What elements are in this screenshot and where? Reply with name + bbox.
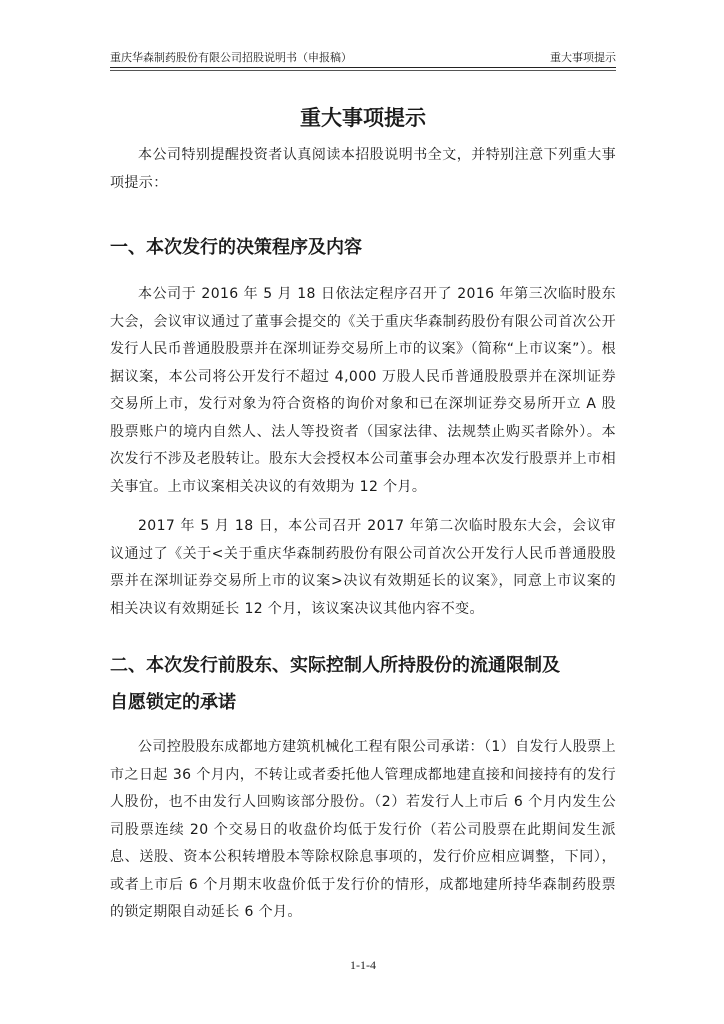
page-number: 1-1-4	[350, 958, 376, 972]
section2-heading-line2: 自愿锁定的承诺	[110, 692, 236, 713]
header-divider-thin	[110, 70, 616, 71]
header-divider	[110, 67, 616, 68]
section2-paragraph-1: 公司控股股东成都地方建筑机械化工程有限公司承诺：（1）自发行人股票上市之日起 36 个月内，不转让或者委托他人管理成都地建直接和间接持有的发行人股份，也不由发行人回购该部分股份。（2）若发行人上市后 6 个月内发生公司股票连续 20 个交易日的收盘价均低于发行价（若公司股票在此期间发生派息、送股、资本公积转增股本等除权除息事项的，发行价应相应调整，下同），或者上市后 6 个月期末收盘价低于发行价的情形，成都地建所持华森制药股票的锁定期限自动延长 6 个月。	[110, 739, 616, 920]
page-header	[110, 48, 616, 68]
header-section-title: 重大事项提示	[550, 51, 616, 64]
section1-paragraph-2: 2017 年 5 月 18 日，本公司召开 2017 年第二次临时股东大会，会议审议通过了《关于<关于重庆华森制药股份有限公司首次公开发行人民币普通股股票并在深圳证券交易所上市的议案>决议有效期延长的议案》，同意上市议案的相关决议有效期延长 12 个月，该议案决议其他内容不变。	[110, 518, 616, 617]
header-document-title: 重庆华森制药股份有限公司招股说明书（申报稿）	[110, 51, 352, 64]
section1-paragraph-1: 本公司于 2016 年 5 月 18 日依法定程序召开了 2016 年第三次临时股东大会，会议审议通过了董事会提交的《关于重庆华森制药股份有限公司首次公开发行人民币普通股股票并在深圳证券交易所上市的议案》（简称“上市议案”）。根据议案，本公司将公开发行不超过 4,000 万股人民币普通股股票并在深圳证券交易所上市，发行对象为符合资格的询价对象和已在深圳证券交易所开立 A 股股票账户的境内自然人、法人等投资者（国家法律、法规禁止购买者除外）。本次发行不涉及老股转让。股东大会授权本公司董事会办理本次发行股票并上市相关事宜。上市议案相关决议的有效期为 12 个月。	[110, 286, 616, 495]
page-title: 重大事项提示	[300, 106, 426, 130]
intro-paragraph: 本公司特别提醒投资者认真阅读本招股说明书全文，并特别注意下列重大事项提示：	[110, 147, 616, 191]
section2-heading-line1: 二、本次发行前股东、实际控制人所持股份的流通限制及	[110, 655, 560, 676]
section1-heading: 一、本次发行的决策程序及内容	[110, 237, 362, 258]
